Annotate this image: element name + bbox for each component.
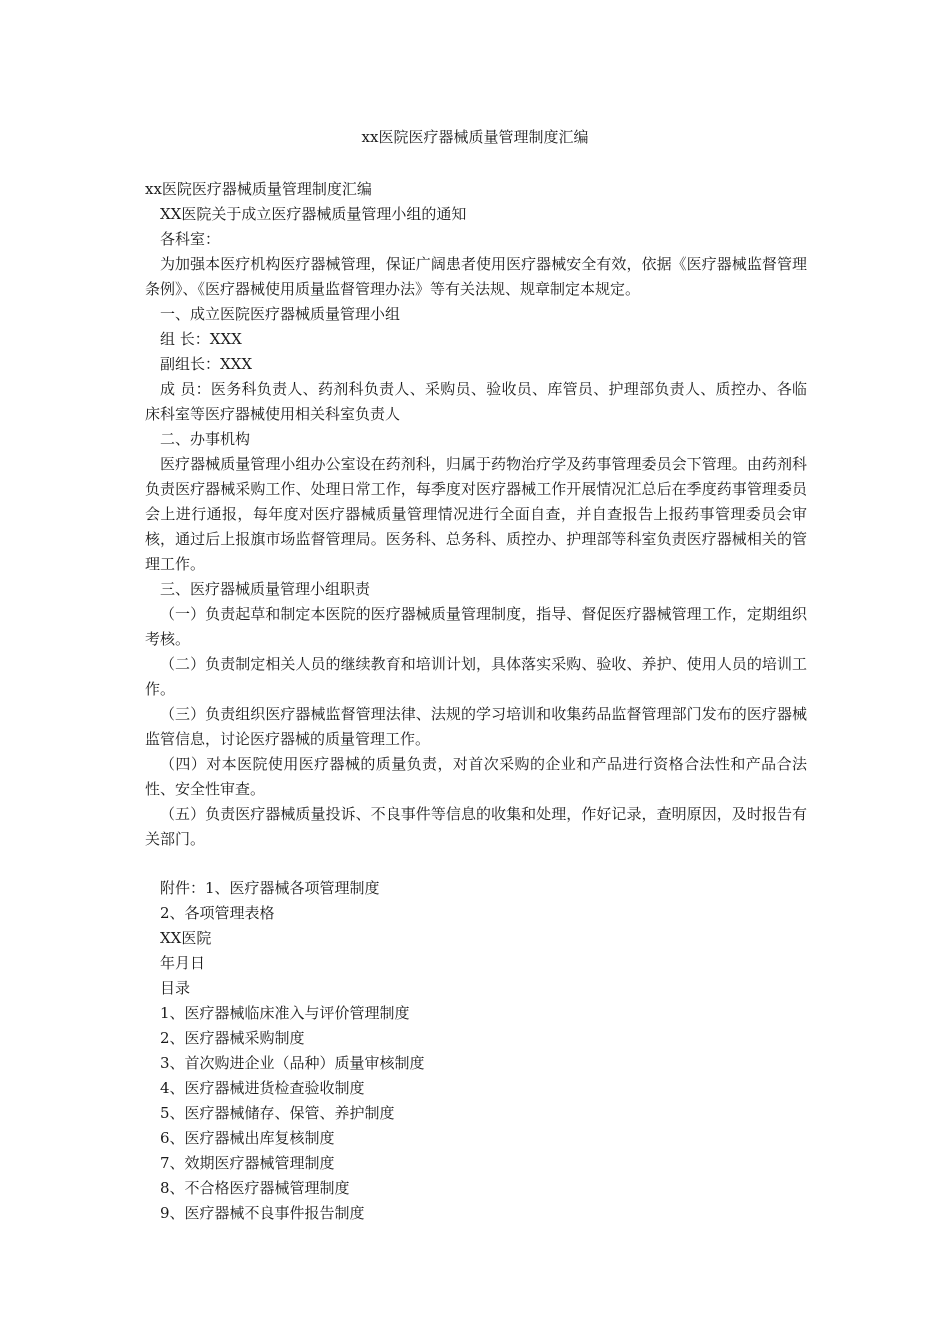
group-leader: 组 长：XXX [160,330,242,348]
signature-hospital: XX医院 [160,929,212,947]
toc-title: 目录 [160,979,191,997]
notice-intro: 为加强本医疗机构医疗器械管理，保证广阔患者使用医疗器械安全有效，依据《医疗器械监督管理条例》、《医疗器械使用质量监督管理办法》等有关法规、规章制定本规定。 [145,255,807,298]
signature-date: 年月日 [160,954,206,972]
toc-item: 9、医疗器械不良事件报告制度 [160,1204,365,1222]
duty-item: （二）负责制定相关人员的继续教育和培训计划，具体落实采购、验收、养护、使用人员的培训工作。 [145,655,807,698]
duty-item: （五）负责医疗器械质量投诉、不良事件等信息的收集和处理，作好记录，查明原因，及时报告有关部门。 [145,805,807,848]
section3-title: 三、医疗器械质量管理小组职责 [160,580,371,598]
toc-item: 8、不合格医疗器械管理制度 [160,1179,350,1197]
document-heading: xx医院医疗器械质量管理制度汇编 [145,180,372,198]
document-body [145,177,807,1226]
section2-title: 二、办事机构 [160,430,251,448]
notice-title: XX医院关于成立医疗器械质量管理小组的通知 [160,205,467,223]
section1-title: 一、成立医院医疗器械质量管理小组 [160,305,401,323]
toc-item: 5、医疗器械储存、保管、养护制度 [160,1104,395,1122]
toc-item: 7、效期医疗器械管理制度 [160,1154,335,1172]
spacer [145,852,807,876]
toc-item: 3、首次购进企业（品种）质量审核制度 [160,1054,425,1072]
notice-salutation: 各科室： [160,230,221,248]
toc-item: 6、医疗器械出库复核制度 [160,1129,335,1147]
group-deputy: 副组长：XXX [160,355,253,373]
group-members: 成 员：医务科负责人、药剂科负责人、采购员、验收员、库管员、护理部负责人、质控办、各临床科室等医疗器械使用相关科室负责人 [145,380,807,423]
duty-item: （三）负责组织医疗器械监督管理法律、法规的学习培训和收集药品监督管理部门发布的医疗器械监管信息，讨论医疗器械的质量管理工作。 [145,705,807,748]
duty-item: （一）负责起草和制定本医院的医疗器械质量管理制度，指导、督促医疗器械管理工作，定期组织考核。 [145,605,807,648]
toc-item: 1、医疗器械临床准入与评价管理制度 [160,1004,410,1022]
duty-item: （四）对本医院使用医疗器械的质量负责，对首次采购的企业和产品进行资格合法性和产品合法性、安全性审查。 [145,755,807,798]
toc-item: 4、医疗器械进货检查验收制度 [160,1079,365,1097]
toc-item: 2、医疗器械采购制度 [160,1029,305,1047]
attachment-line-1: 附件：1、医疗器械各项管理制度 [160,879,380,897]
section2-body: 医疗器械质量管理小组办公室设在药剂科，归属于药物治疗学及药事管理委员会下管理。由药剂科负责医疗器械采购工作、处理日常工作，每季度对医疗器械工作开展情况汇总后在季度药事管理委员会上进行通报，每年度对医疗器械质量管理情况进行全面自查，并自查报告上报药事管理委员会审核，通过后上报旗市场监督管理局。医务科、总务科、质控办、护理部等科室负责医疗器械相关的管理工作。 [145,455,807,573]
document-title: xx医院医疗器械质量管理制度汇编 [361,128,589,146]
attachment-line-2: 2、各项管理表格 [160,904,275,922]
